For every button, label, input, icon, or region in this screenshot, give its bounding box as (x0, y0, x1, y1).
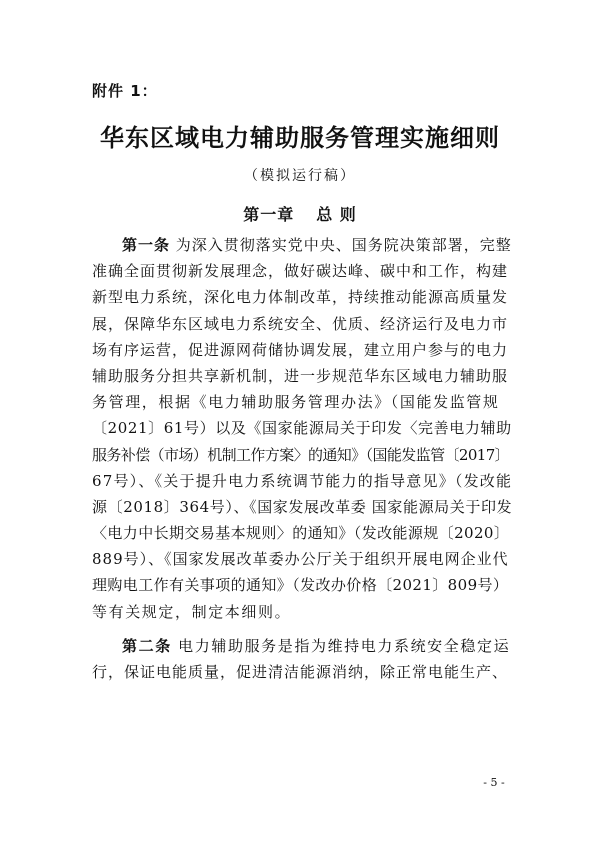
chapter-heading (0, 202, 600, 225)
article-1-line: 〈电力中长期交易基本规则〉的通知》（发改能源规〔2020〕 (92, 524, 510, 543)
article-1-line: 展，保障华东区域电力系统安全、优质、经济运行及电力市 (92, 314, 509, 333)
article-1-line: 务管理，根据《电力辅助服务管理办法》（国能发监管规 (92, 393, 500, 412)
article-1-line-text: 为深入贯彻落实党中央、国务院决策部署，完整 (170, 236, 512, 254)
article-2-line (92, 633, 510, 659)
body-text (92, 232, 513, 685)
document-subtitle: （模拟运行稿） (244, 168, 356, 184)
article-1-line: 源〔2018〕364号）、《国家发展改革委 国家能源局关于印发 (92, 497, 513, 516)
article-1-label: 第一条 (122, 236, 171, 254)
article-1-line: 〔2021〕61号）以及《国家能源局关于印发〈完善电力辅助 (92, 419, 512, 438)
article-1-line: 服务补偿（市场）机制工作方案〉的通知》（国能发监管〔2017〕 (92, 445, 510, 464)
article-1-line: 理购电工作有关事项的通知》（发改办价格〔2021〕809号） (92, 576, 509, 595)
article-1-line: 辅助服务分担共享新机制，进一步规范华东区域电力辅助服 (92, 366, 509, 385)
article-1-line (92, 232, 510, 258)
document-title: 华东区域电力辅助服务管理实施细则 (100, 124, 500, 152)
chapter-number: 第一章 (243, 205, 295, 224)
article-2-label: 第二条 (122, 636, 172, 655)
article-1-line: 等有关规定，制定本细则。 (92, 602, 292, 621)
article-1-line: 67号）、《关于提升电力系统调节能力的指导意见》（发改能 (92, 471, 513, 490)
chapter-name: 总 则 (316, 205, 357, 224)
article-1-line: 场有序运营，促进源网荷储协调发展，建立用户参与的电力 (92, 340, 509, 359)
attachment-label: 附件 1： (92, 82, 158, 100)
page-number: - 5 - (483, 776, 505, 789)
article-1-line: 889号）、《国家发展改革委办公厅关于组织开展电网企业代 (92, 550, 509, 569)
article-2-line: 行，保证电能质量，促进清洁能源消纳，除正常电能生产、 (92, 663, 509, 681)
article-1-line: 新型电力系统，深化电力体制改革，持续推动能源高质量发 (92, 288, 509, 307)
article-2-line-text: 电力辅助服务是指为维持电力系统安全稳定运 (171, 636, 511, 655)
article-1-line: 准确全面贯彻新发展理念，做好碳达峰、碳中和工作，构建 (92, 262, 509, 281)
